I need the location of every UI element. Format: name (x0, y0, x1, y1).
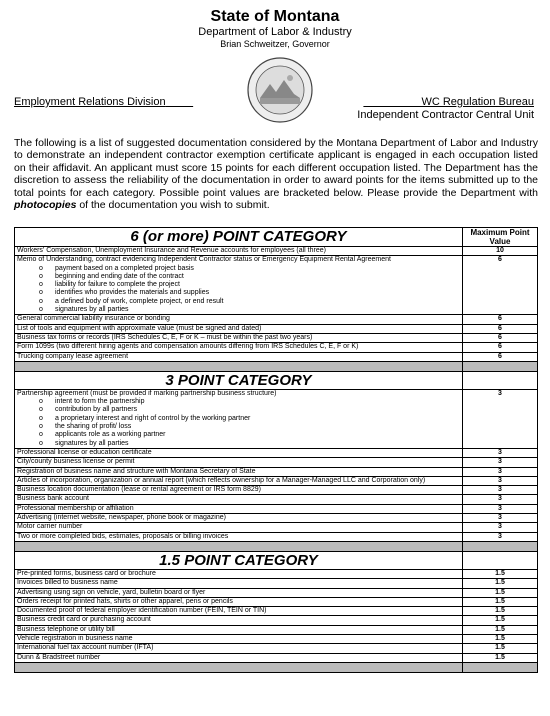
requirement-item: o the sharing of profit/ loss (17, 423, 460, 431)
max-point-header (463, 551, 538, 569)
row-point-value: 3 (463, 448, 538, 457)
table-row (15, 448, 538, 457)
table-row (15, 315, 538, 324)
row-description (15, 343, 463, 352)
table-row (15, 514, 538, 523)
row-description (15, 247, 463, 256)
requirement-list (17, 265, 460, 315)
row-description (15, 495, 463, 504)
row-text: Two or more completed bids, estimates, proposals or billing invoices (17, 532, 229, 540)
row-point-value: 3 (463, 514, 538, 523)
row-description (15, 616, 463, 625)
row-text: Trucking company lease agreement (17, 352, 129, 360)
table-row (15, 389, 538, 448)
row-text: Business credit card or purchasing account (17, 616, 151, 624)
table-row (15, 616, 538, 625)
category-header-three (15, 371, 538, 389)
table-row (15, 597, 538, 606)
row-description (15, 256, 463, 315)
division-label: Employment Relations Division (14, 96, 166, 108)
row-point-value: 1.5 (463, 597, 538, 606)
row-text: Documented proof of federal employer identification number (FEIN, TEIN or TIN) (17, 607, 267, 615)
row-description (15, 458, 463, 467)
row-point-value: 1.5 (463, 625, 538, 634)
row-point-value: 1.5 (463, 588, 538, 597)
row-text: Vehicle registration in business name (17, 634, 133, 642)
row-text: List of tools and equipment with approximate value (must be signed and dated) (17, 324, 262, 332)
row-description (15, 486, 463, 495)
row-description (15, 588, 463, 597)
row-description (15, 315, 463, 324)
row-text: Business bank account (17, 495, 89, 503)
table-row (15, 352, 538, 361)
state-seal-icon (246, 56, 314, 124)
row-text: Motor carrier number (17, 523, 83, 531)
requirement-item: o signatures by all parties (17, 440, 460, 448)
table-row (15, 256, 538, 315)
row-description (15, 333, 463, 342)
section-divider (15, 541, 538, 551)
points-table (14, 227, 538, 673)
row-text: Partnership agreement (must be provided if marking partnership business structure) (17, 389, 277, 397)
table-row (15, 333, 538, 342)
unit-name: Independent Contractor Central Unit (357, 109, 534, 121)
row-point-value: 3 (463, 467, 538, 476)
requirement-item: o signatures by all parties (17, 306, 460, 314)
photocopies-emphasis: photocopies (14, 199, 77, 212)
max-point-header (463, 371, 538, 389)
max-point-header: Maximum Point Value (463, 228, 538, 247)
requirement-list (17, 398, 460, 448)
row-text: Registration of business name and structure with Montana Secretary of State (17, 467, 256, 475)
row-text: Pre-printed forms, business card or brochure (17, 569, 156, 577)
table-row (15, 644, 538, 653)
row-point-value: 6 (463, 343, 538, 352)
row-point-value: 1.5 (463, 607, 538, 616)
row-point-value: 3 (463, 476, 538, 485)
table-row (15, 495, 538, 504)
table-row (15, 569, 538, 578)
intro-paragraph: The following is a list of suggested documentation considered by the Montana Department of Labor and Industry to demonstrate an independent contractor exemption certificate applicant is engaged in each occupation listed on their affidavit. An applicant must score 15 points for each different occupation listed. The Department has the discretion to assess the reliability of the documentation in order to award points for the items submitted up to the total points for each category. Possible point values are bracketed below. Please provide the Department with photocopies of the documentation you wish to submit. (14, 137, 538, 212)
bureau-block (357, 96, 534, 122)
row-point-value: 6 (463, 256, 538, 315)
row-description (15, 597, 463, 606)
section-divider (15, 662, 538, 672)
row-text: Orders receipt for printed hats, shirts or other apparel, pens or pencils (17, 597, 233, 605)
governor-name: Brian Schweitzer, Governor (220, 39, 330, 49)
row-point-value: 1.5 (463, 569, 538, 578)
table-row (15, 625, 538, 634)
row-point-value: 3 (463, 495, 538, 504)
row-description (15, 467, 463, 476)
row-description (15, 634, 463, 643)
row-text: International fuel tax account number (IFTA) (17, 644, 154, 652)
row-description (15, 579, 463, 588)
table-row (15, 486, 538, 495)
section-divider (15, 361, 538, 371)
row-description (15, 653, 463, 662)
row-point-value: 6 (463, 315, 538, 324)
row-text: Articles of incorporation, organization or annual report (which reflects ownership for a Manager-Managed LLC and Corporation only) (17, 476, 426, 484)
row-point-value: 3 (463, 389, 538, 448)
requirement-item: o liability for failure to complete the project (17, 281, 460, 289)
table-row (15, 343, 538, 352)
row-point-value: 1.5 (463, 644, 538, 653)
department-name: Department of Labor & Industry (198, 26, 352, 38)
row-point-value: 6 (463, 352, 538, 361)
row-description (15, 607, 463, 616)
row-text: Dunn & Bradstreet number (17, 653, 101, 661)
row-text: Business telephone or utility bill (17, 625, 115, 633)
requirement-item: o intent to form the partnership (17, 398, 460, 406)
row-text: Memo of Understanding, contract evidencing Independent Contractor status or Emergency Equipment Rental Agreement (17, 256, 391, 264)
row-description (15, 569, 463, 578)
row-point-value: 3 (463, 523, 538, 532)
row-text: Advertising using sign on vehicle, yard, bulletin board or flyer (17, 588, 206, 596)
row-text: Professional membership or affiliation (17, 504, 134, 512)
table-row (15, 532, 538, 541)
row-point-value: 1.5 (463, 653, 538, 662)
table-row (15, 579, 538, 588)
row-description (15, 523, 463, 532)
table-row (15, 634, 538, 643)
table-row (15, 523, 538, 532)
table-row (15, 467, 538, 476)
row-text: Form 1099s (two different hiring agents and compensation amounts differing from IRS Schedules C, E, F or K) (17, 343, 359, 351)
requirement-item: o payment based on a completed project basis (17, 265, 460, 273)
category-title: 3 POINT CATEGORY (15, 371, 463, 389)
category-header-onefive (15, 551, 538, 569)
row-point-value: 6 (463, 333, 538, 342)
row-description (15, 625, 463, 634)
row-description (15, 324, 463, 333)
row-point-value: 6 (463, 324, 538, 333)
row-point-value: 1.5 (463, 616, 538, 625)
table-row (15, 476, 538, 485)
table-row (15, 458, 538, 467)
table-row (15, 504, 538, 513)
requirement-item: o identifies who provides the materials and supplies (17, 289, 460, 297)
row-text: Advertising (internet website, newspaper, phone book or magazine) (17, 514, 226, 522)
requirement-item: o a defined body of work, complete project, or end result (17, 298, 460, 306)
row-point-value: 1.5 (463, 579, 538, 588)
row-description (15, 644, 463, 653)
row-text: Professional license or education certificate (17, 448, 152, 456)
requirement-item: o beginning and ending date of the contract (17, 273, 460, 281)
row-description (15, 389, 463, 448)
row-description (15, 504, 463, 513)
requirement-item: o applicants role as a working partner (17, 431, 460, 439)
row-point-value: 10 (463, 247, 538, 256)
row-description (15, 514, 463, 523)
row-point-value: 1.5 (463, 634, 538, 643)
table-row (15, 324, 538, 333)
row-text: General commercial liability insurance or bonding (17, 315, 170, 323)
category-header-six (15, 228, 538, 247)
row-text: Business tax forms or records (IRS Schedules C, E, F or K – must be within the past two years) (17, 333, 313, 341)
row-text: Invoices billed to business name (17, 579, 118, 587)
requirement-item: o a proprietary interest and right of control by the working partner (17, 415, 460, 423)
row-description (15, 448, 463, 457)
row-point-value: 3 (463, 532, 538, 541)
page-title: State of Montana (210, 8, 340, 25)
row-description (15, 532, 463, 541)
row-point-value: 3 (463, 504, 538, 513)
requirement-item: o contribution by all partners (17, 406, 460, 414)
table-row (15, 247, 538, 256)
category-title: 6 (or more) POINT CATEGORY (15, 228, 463, 247)
row-text: Workers' Compensation, Unemployment Insurance and Revenue accounts for employees (all three) (17, 247, 326, 254)
document-header (0, 0, 550, 50)
table-row (15, 653, 538, 662)
row-description (15, 352, 463, 361)
table-row (15, 588, 538, 597)
row-description (15, 476, 463, 485)
table-row (15, 607, 538, 616)
row-point-value: 3 (463, 458, 538, 467)
row-text: Business location documentation (lease or rental agreement or IRS form 8829) (17, 486, 261, 494)
category-title: 1.5 POINT CATEGORY (15, 551, 463, 569)
bureau-name: WC Regulation Bureau (421, 96, 534, 108)
row-text: City/county business license or permit (17, 458, 135, 466)
row-point-value: 3 (463, 486, 538, 495)
